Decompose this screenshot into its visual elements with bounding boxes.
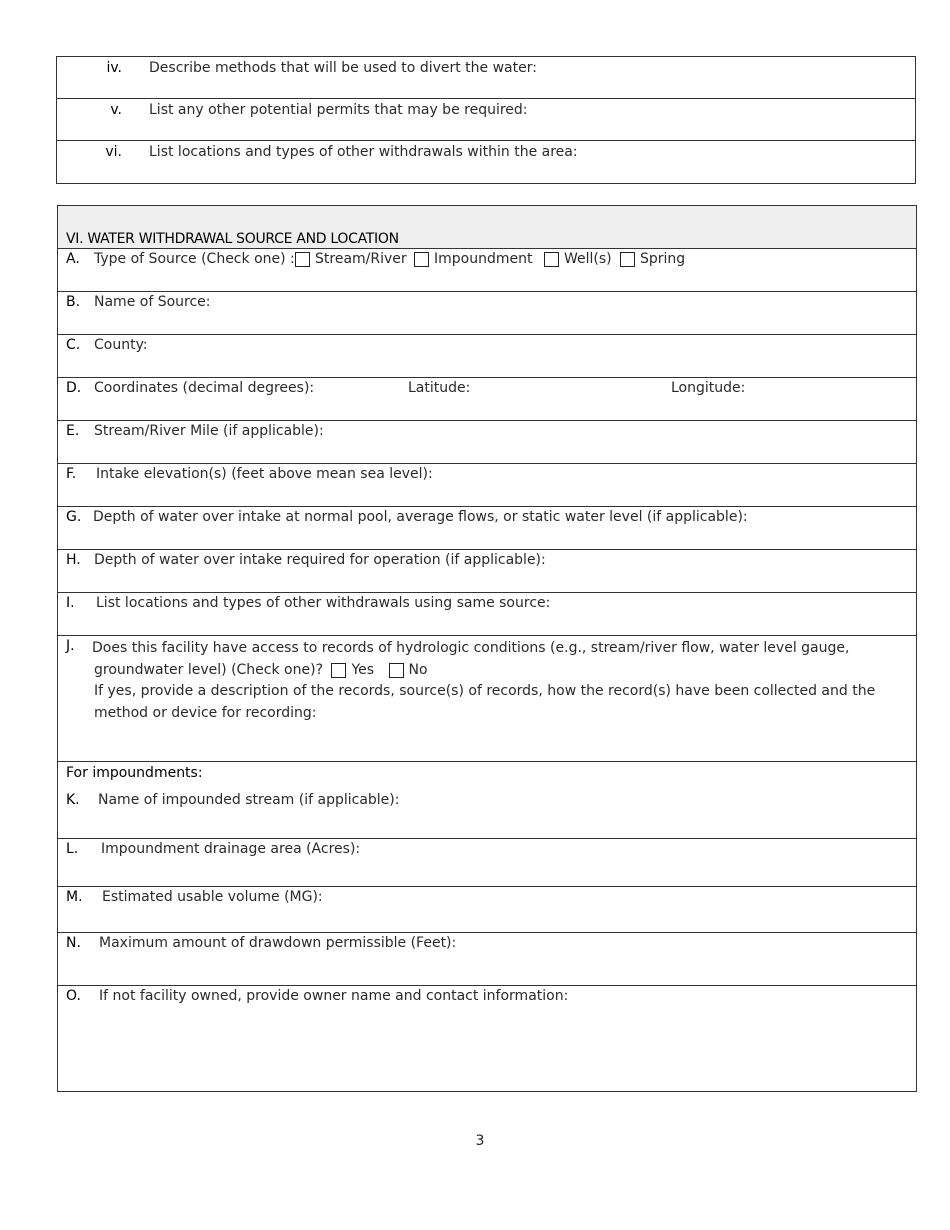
row-source-name[interactable] (58, 292, 916, 335)
checkbox-spring[interactable] (620, 252, 635, 267)
table-row (57, 57, 915, 99)
row-label: D. (66, 380, 82, 396)
checkbox-stream-river[interactable] (295, 252, 310, 267)
row-label: O. (66, 988, 81, 1004)
section-header (58, 206, 916, 249)
question-line: groundwater level) (Check one)? (94, 661, 323, 678)
hydrologic-question (94, 638, 894, 724)
row-depth-required[interactable] (58, 550, 916, 593)
option-label: Spring (640, 251, 686, 267)
option-label: Well(s) (564, 251, 612, 267)
top-table (56, 56, 916, 184)
impoundments-heading: For impoundments: (66, 765, 203, 781)
row-label: G. (66, 509, 82, 525)
source-type-question: Type of Source (Check one) : (94, 251, 295, 267)
withdrawal-source-section (57, 205, 917, 1092)
row-label: K. (66, 792, 80, 808)
field-label: Estimated usable volume (MG): (102, 889, 323, 905)
item-number: iv. (106, 60, 122, 76)
row-label: A. (66, 251, 80, 267)
row-label: I. (66, 595, 75, 611)
row-label: M. (66, 889, 83, 905)
item-text: List locations and types of other withdrawals within the area: (149, 144, 578, 160)
option-stream-river[interactable] (295, 251, 407, 267)
field-label: Name of Source: (94, 294, 211, 310)
row-label: B. (66, 294, 81, 310)
checkbox-no[interactable] (389, 663, 404, 678)
question-line-check (94, 660, 894, 682)
field-label: Stream/River Mile (if applicable): (94, 423, 324, 439)
row-owner-contact[interactable] (58, 986, 916, 1091)
option-spring[interactable] (620, 251, 685, 267)
row-intake-elevation[interactable] (58, 464, 916, 507)
row-depth-normal[interactable] (58, 507, 916, 550)
row-label: E. (66, 423, 80, 439)
row-county[interactable] (58, 335, 916, 378)
row-coordinates[interactable] (58, 378, 916, 421)
field-label: Intake elevation(s) (feet above mean sea level): (96, 466, 433, 482)
row-source-type (58, 249, 916, 292)
row-usable-volume[interactable] (58, 887, 916, 933)
longitude-label: Longitude: (671, 380, 746, 396)
option-label: Stream/River (315, 251, 407, 267)
field-label: If not facility owned, provide owner name and contact information: (99, 988, 569, 1004)
section-title: VI. WATER WITHDRAWAL SOURCE AND LOCATION (66, 231, 399, 247)
row-label: L. (66, 841, 79, 857)
question-line: If yes, provide a description of the records, source(s) of records, how the record(s) have been collected and the (94, 683, 876, 699)
row-river-mile[interactable] (58, 421, 916, 464)
row-impounded-stream[interactable] (58, 762, 916, 839)
field-label: Impoundment drainage area (Acres): (101, 841, 361, 857)
latitude-label: Latitude: (408, 380, 471, 396)
field-label: List locations and types of other withdrawals using same source: (96, 595, 551, 611)
item-text: List any other potential permits that may be required: (149, 102, 528, 118)
checkbox-yes[interactable] (331, 663, 346, 678)
field-label: Maximum amount of drawdown permissible (Feet): (99, 935, 457, 951)
row-label: J. (66, 638, 75, 654)
table-row (57, 99, 915, 141)
row-label: H. (66, 552, 81, 568)
option-no-label: No (408, 661, 428, 678)
option-impoundment[interactable] (414, 251, 532, 267)
option-label: Impoundment (434, 251, 533, 267)
row-drawdown[interactable] (58, 933, 916, 986)
page-number: 3 (475, 1133, 485, 1149)
field-label: Coordinates (decimal degrees): (94, 380, 315, 396)
row-hydrologic-records[interactable] (58, 636, 916, 762)
item-text: Describe methods that will be used to divert the water: (149, 60, 537, 76)
row-label: N. (66, 935, 81, 951)
row-label: C. (66, 337, 81, 353)
field-label: Name of impounded stream (if applicable): (98, 792, 400, 808)
checkbox-impoundment[interactable] (414, 252, 429, 267)
field-label: Depth of water over intake required for operation (if applicable): (94, 552, 546, 568)
table-row (57, 141, 915, 183)
option-yes-label: Yes (351, 661, 375, 678)
row-other-withdrawals[interactable] (58, 593, 916, 636)
field-label: Depth of water over intake at normal pool, average flows, or static water level (if applicable): (93, 509, 748, 525)
option-wells[interactable] (544, 251, 612, 267)
question-line: Does this facility have access to records of hydrologic conditions (e.g., stream/river flow, water level gauge, (92, 640, 850, 656)
item-number: vi. (105, 144, 122, 160)
question-line: method or device for recording: (94, 704, 317, 721)
row-label: F. (66, 466, 77, 482)
row-drainage-area[interactable] (58, 839, 916, 887)
item-number: v. (110, 102, 122, 118)
field-label: County: (94, 337, 148, 353)
checkbox-wells[interactable] (544, 252, 559, 267)
